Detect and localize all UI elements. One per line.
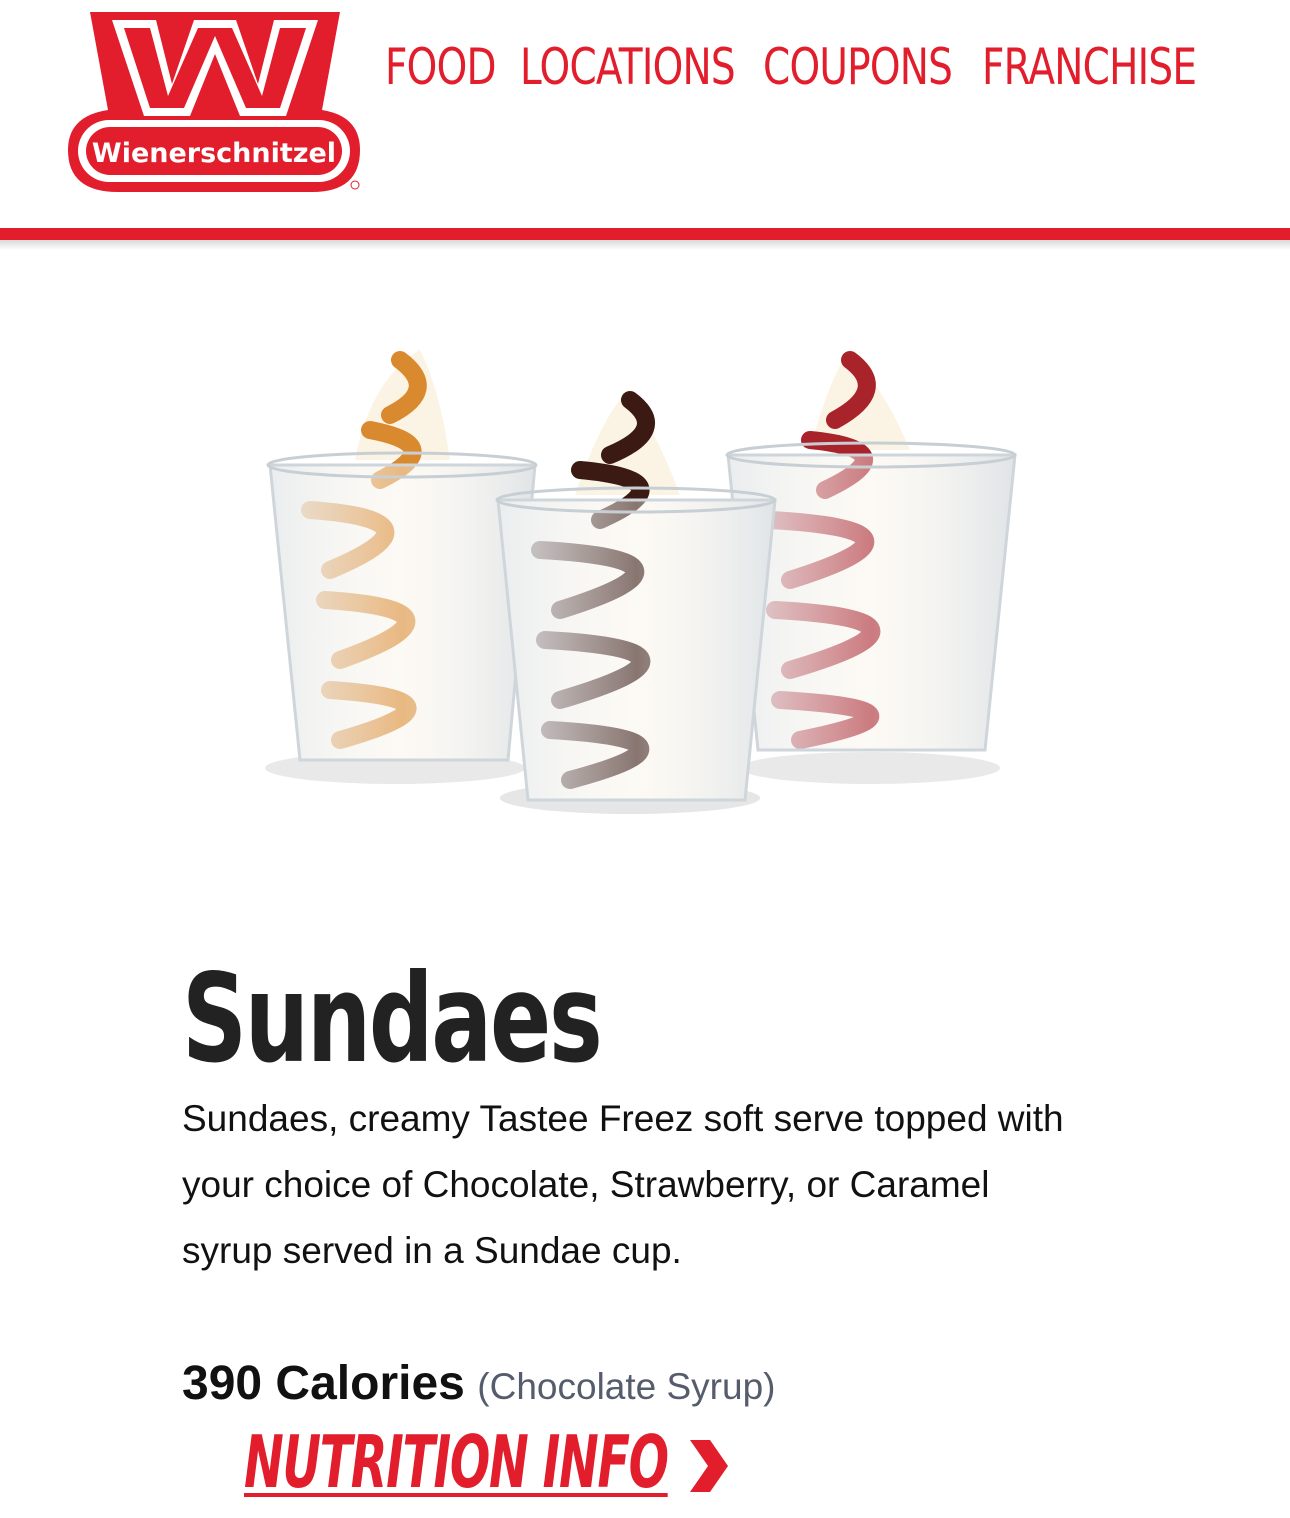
logo-text: Wienerschnitzel: [91, 138, 337, 169]
product-description: Sundaes, creamy Tastee Freez soft serve topped with your choice of Chocolate, Strawberry, or Caramel syrup served in a Sundae cup.: [182, 1098, 1064, 1271]
calories-row: [182, 1356, 775, 1411]
sundaes-product-image: [250, 320, 1040, 840]
chevron-right-icon[interactable]: [684, 1436, 730, 1496]
nav-coupons[interactable]: COUPONS: [763, 38, 953, 96]
caramel-sundae: [268, 350, 536, 760]
wienerschnitzel-logo-icon[interactable]: [60, 0, 370, 202]
nutrition-info-label[interactable]: NUTRITION INFO: [244, 1420, 668, 1504]
nutrition-info-link[interactable]: [244, 1420, 886, 1504]
calories-value: 390 Calories: [182, 1357, 465, 1410]
main-nav: [385, 38, 1205, 108]
header-divider: [0, 228, 1290, 240]
page-title: Sundaes: [182, 948, 601, 1090]
calories-note: (Chocolate Syrup): [477, 1366, 776, 1407]
nav-locations[interactable]: LOCATIONS: [520, 38, 735, 96]
nav-franchise[interactable]: FRANCHISE: [982, 38, 1197, 96]
nav-food[interactable]: FOOD: [385, 38, 496, 96]
header-shadow: [0, 240, 1290, 250]
